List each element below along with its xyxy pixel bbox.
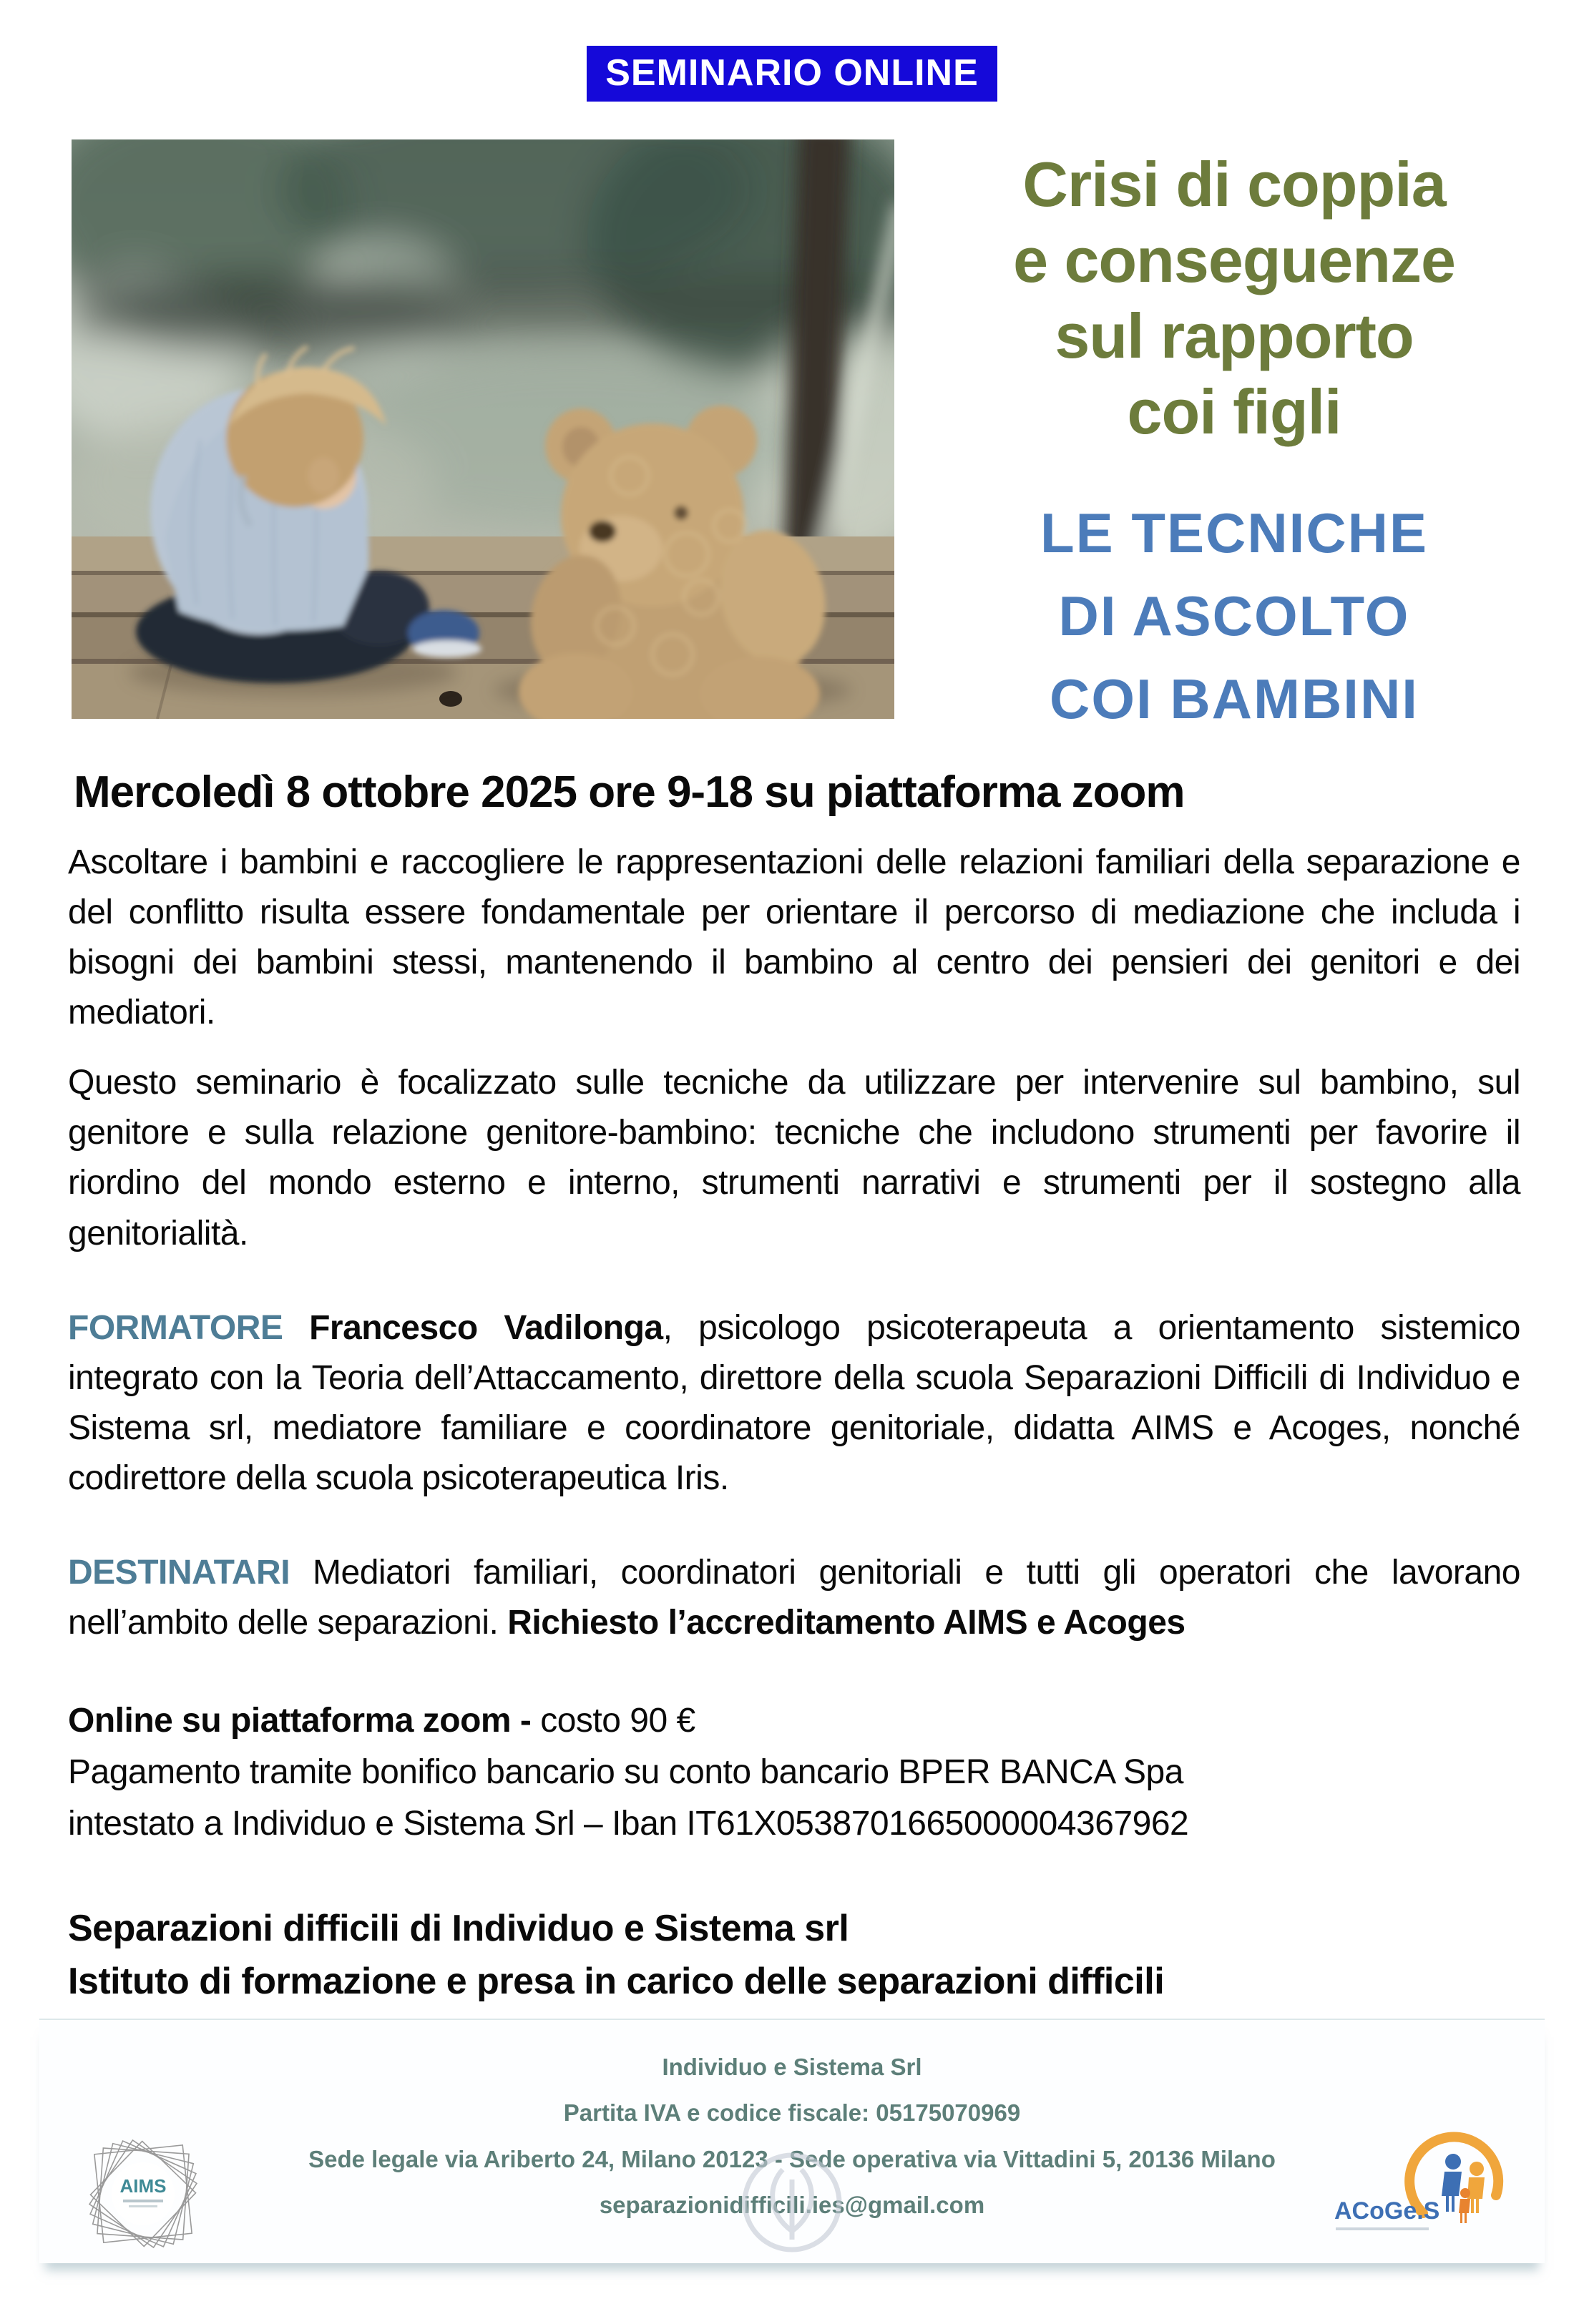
date-heading: Mercoledì 8 ottobre 2025 ore 9-18 su piattaforma zoom — [74, 768, 1185, 817]
sub-title — [901, 491, 1567, 740]
aims-logo — [82, 2133, 204, 2258]
destinatari-text: Mediatori familiari, coordinatori genitoriali e tutti gli operatori che lavorano nell’ambito delle separazioni. — [68, 1553, 1520, 1642]
formatore-name: Francesco Vadilonga — [309, 1308, 663, 1347]
footer-panel — [39, 2019, 1545, 2263]
footer-email: separazionidifficili.ies@gmail.com — [599, 2192, 985, 2219]
banner-row — [0, 46, 1584, 102]
seminar-photo — [72, 139, 894, 719]
seminar-focus-paragraph: Questo seminario è focalizzato sulle tecniche da utilizzare per intervenire sul bambino, sul genitore e sulla relazione genitore-bambino: tecniche che includono strumenti per favorire il riordino del mondo esterno e interno, strumenti narrativi e strumenti per il sostegno alla genitorialità. — [68, 1064, 1520, 1252]
subtitle-line: COI BAMBINI — [1050, 667, 1419, 730]
title-line: Crisi di coppia — [1022, 149, 1446, 220]
subtitle-line: DI ASCOLTO — [1058, 584, 1410, 647]
watermark-graphic — [738, 2145, 846, 2260]
flyer-body — [68, 767, 1520, 2061]
pricing-block — [68, 1695, 1520, 1850]
main-title — [901, 147, 1567, 450]
acoges-logo-text: ACoGe.S — [1334, 2197, 1440, 2225]
aims-logo-graphic — [82, 2133, 204, 2258]
acoges-logo — [1330, 2127, 1509, 2249]
organizer-description: Istituto di formazione e presa in carico delle separazioni difficili — [68, 1960, 1165, 2002]
pricing-line-1 — [68, 1695, 1520, 1747]
acoges-logo-graphic — [1330, 2127, 1509, 2249]
organizer-name: Separazioni difficili di Individuo e Sistema srl — [68, 1908, 849, 1950]
seminar-online-banner: SEMINARIO ONLINE — [587, 46, 997, 102]
individuo-sistema-watermark-logo — [738, 2145, 846, 2260]
platform-label: Online su piattaforma zoom - — [68, 1702, 532, 1740]
formatore-description: , psicologo psicoterapeuta a orientamento sistemico integrato con la Teoria dell’Attaccamento, direttore della scuola Separazioni Difficili di Individuo e Sistema srl, mediatore familiare e coordinatore genitoriale, didatta AIMS e Acoges, nonché codirettore della scuola psicoterapeutica Iris. — [68, 1308, 1521, 1497]
title-line: sul rapporto — [1055, 300, 1414, 371]
footer-company-name: Individuo e Sistema Srl — [662, 2054, 922, 2080]
cost-value: costo 90 € — [531, 1702, 695, 1740]
footer-vat-line: Partita IVA e codice fiscale: 05175070969 — [563, 2099, 1021, 2127]
aims-logo-text: AIMS — [119, 2175, 167, 2197]
title-line: coi figli — [1127, 376, 1341, 447]
destinatari-paragraph — [68, 1548, 1520, 1648]
payment-line: Pagamento tramite bonifico bancario su conto bancario BPER BANCA Spa — [68, 1753, 1183, 1792]
formatore-paragraph — [68, 1303, 1520, 1504]
subtitle-line: LE TECNICHE — [1040, 501, 1429, 564]
formatore-label: FORMATORE — [68, 1308, 310, 1347]
title-column — [901, 147, 1567, 740]
title-line: e conseguenze — [1013, 225, 1455, 295]
footer-address-line: Sede legale via Ariberto 24, Milano 20123 - Sede operativa via Vittadini 5, 20136 Milano — [308, 2145, 1276, 2172]
iban-line: intestato a Individuo e Sistema Srl – Iban IT61X0538701665000004367962 — [68, 1805, 1189, 1843]
child-teddy-photo-illustration — [72, 139, 894, 719]
acoges-people-icons — [1442, 2154, 1485, 2223]
accreditamento-text: Richiesto l’accreditamento AIMS e Acoges — [507, 1604, 1185, 1642]
intro-paragraph: Ascoltare i bambini e raccogliere le rappresentazioni delle relazioni familiari della separazione e del conflitto risulta essere fondamentale per orientare il percorso di mediazione che includa i bisogni dei bambini stessi, mantenendo il bambino al centro dei pensieri dei genitori e dei mediatori. — [68, 843, 1520, 1032]
destinatari-label: DESTINATARI — [68, 1553, 313, 1592]
